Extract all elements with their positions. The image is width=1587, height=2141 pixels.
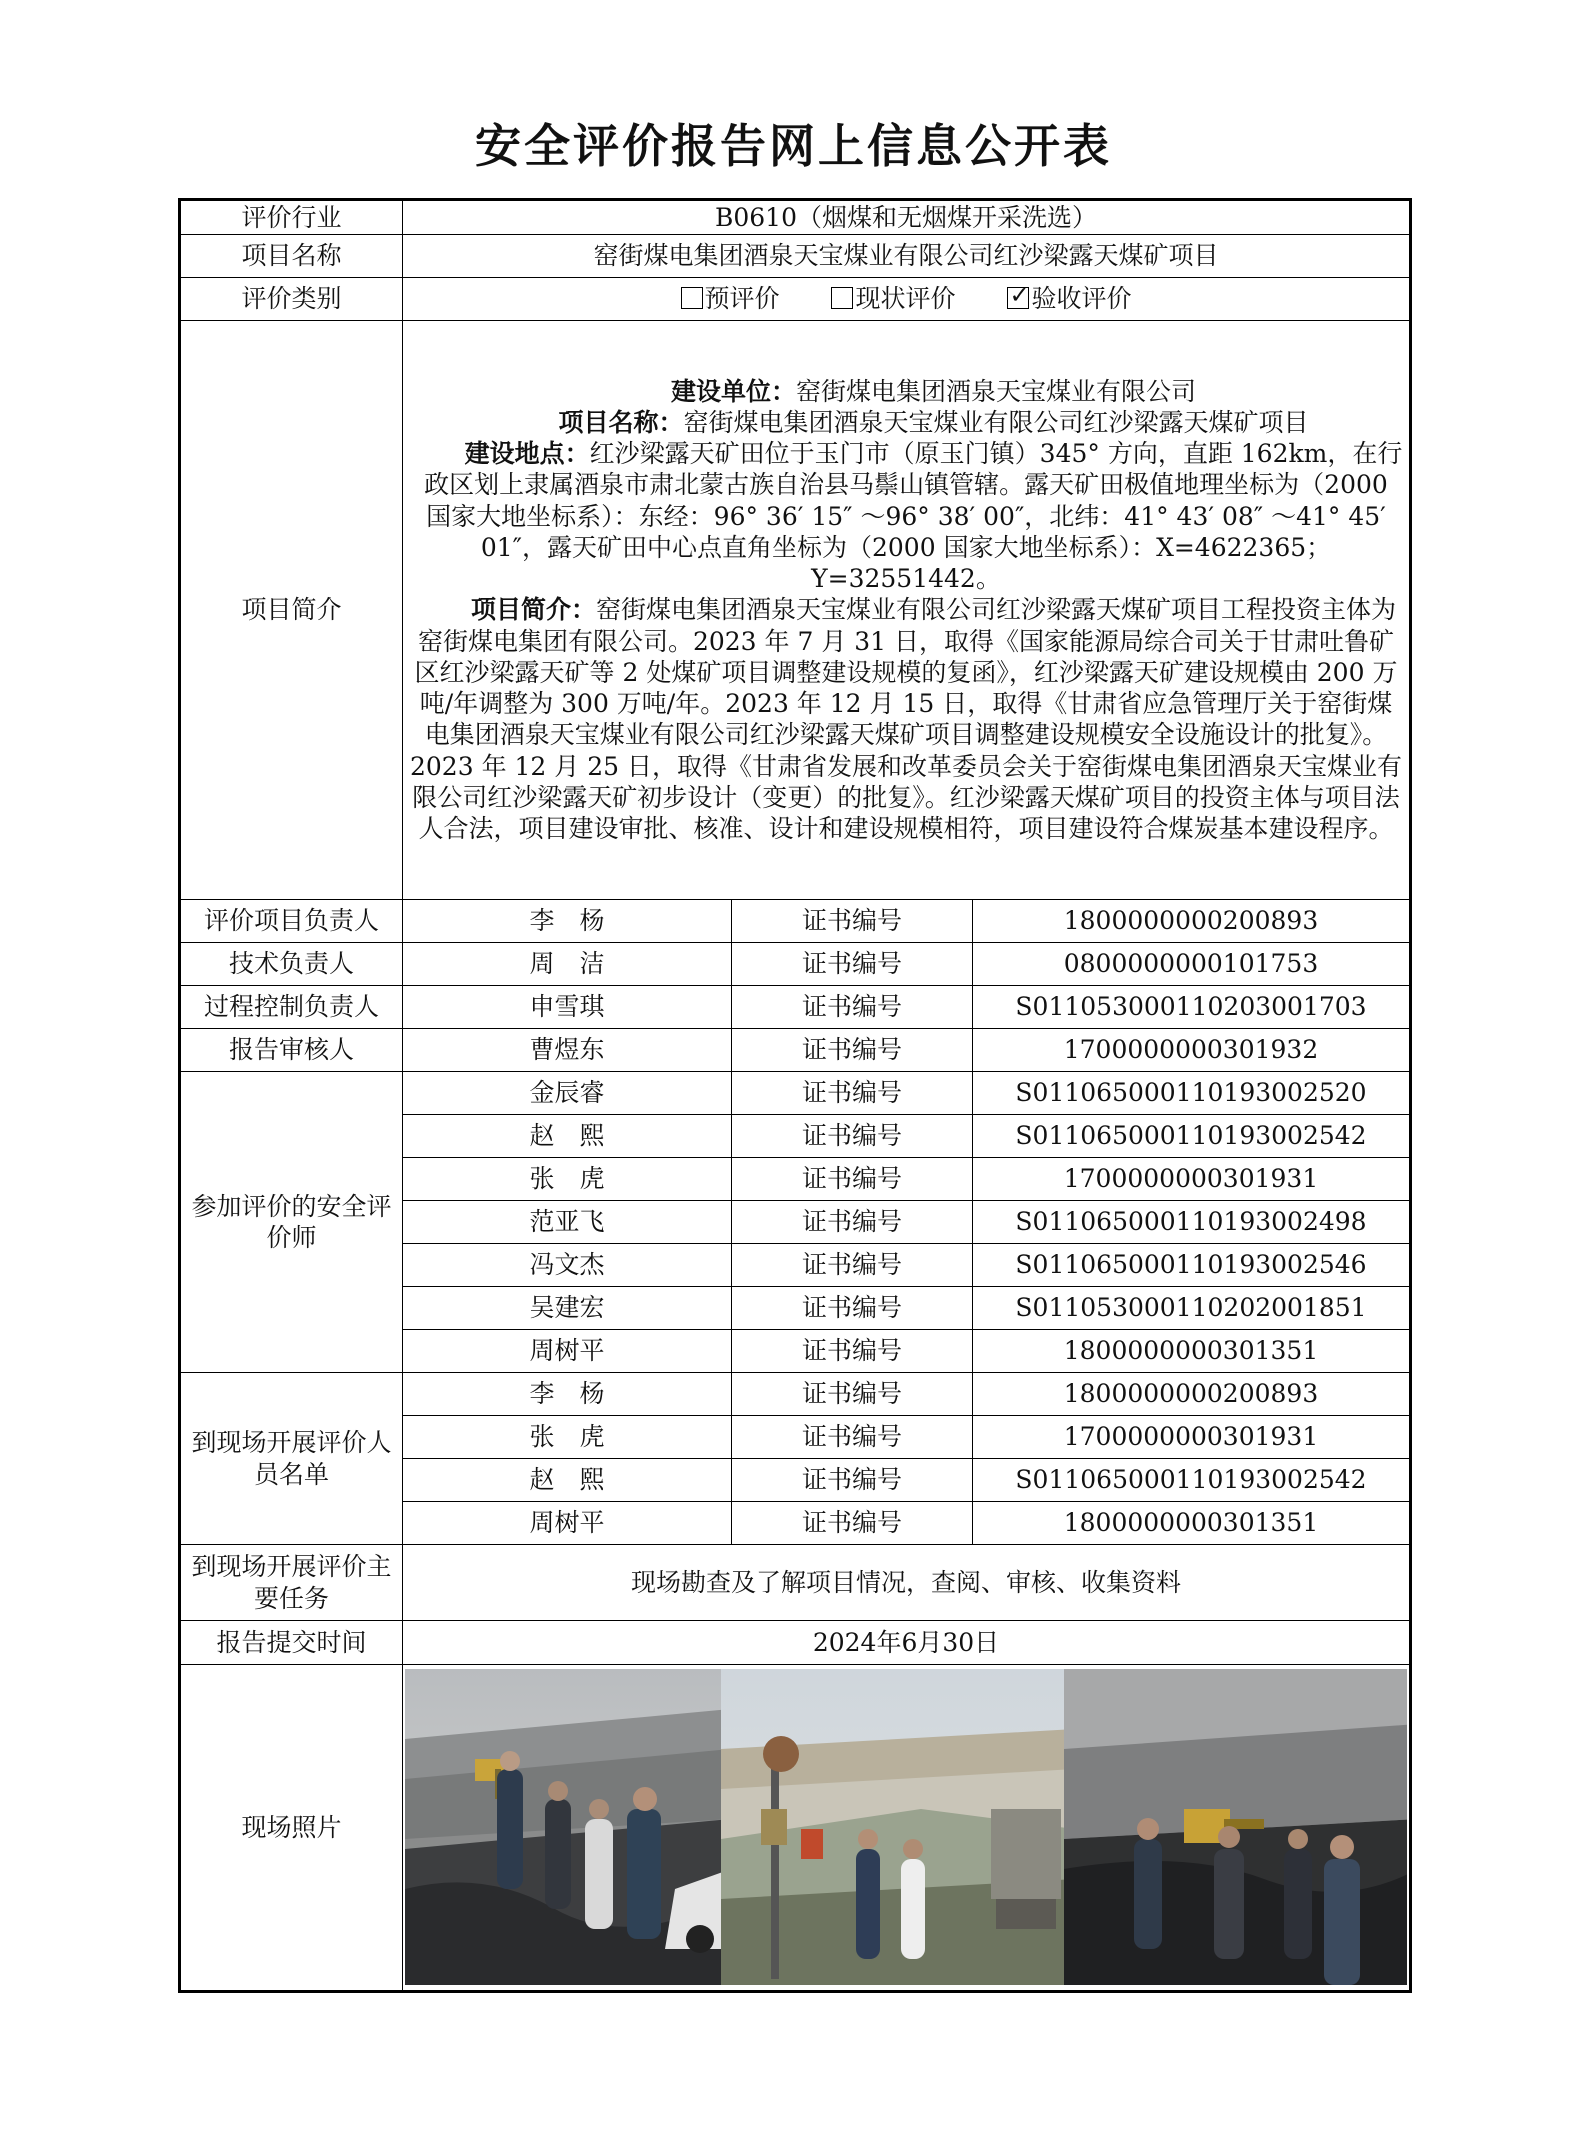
evaluator-name: 吴建宏 <box>403 1287 732 1330</box>
cert-label: 证书编号 <box>732 1201 973 1244</box>
cert-label: 证书编号 <box>732 1330 973 1373</box>
task-value: 现场勘查及了解项目情况，查阅、审核、收集资料 <box>403 1545 1411 1621</box>
cert-label: 证书编号 <box>732 943 973 986</box>
cert-label: 证书编号 <box>732 1373 973 1416</box>
evaluator-name: 冯文杰 <box>403 1244 732 1287</box>
cert-label: 证书编号 <box>732 1072 973 1115</box>
site-photo-3-image <box>1064 1669 1407 1985</box>
site-photo-3 <box>1064 1669 1407 1985</box>
project-name-label: 项目名称 <box>180 235 403 278</box>
cert-label: 证书编号 <box>732 1287 973 1330</box>
lead-name: 周 洁 <box>403 943 732 986</box>
onsite-name: 李 杨 <box>403 1373 732 1416</box>
photos-cell <box>403 1665 1411 1992</box>
onsite-cert: 1800000000200893 <box>973 1373 1411 1416</box>
onsite-cert: S011065000110193002542 <box>973 1459 1411 1502</box>
lead-role: 过程控制负责人 <box>180 986 403 1029</box>
page-title: 安全评价报告网上信息公开表 <box>475 119 1112 173</box>
evaluator-cert: S011065000110193002520 <box>973 1072 1411 1115</box>
evaluator-cert: 1800000000301351 <box>973 1330 1411 1373</box>
project-name-value: 窑街煤电集团酒泉天宝煤业有限公司红沙梁露天煤矿项目 <box>403 235 1411 278</box>
evaluator-cert: S011065000110193002498 <box>973 1201 1411 1244</box>
option-pre-eval[interactable]: 预评价 <box>681 284 780 313</box>
cert-label: 证书编号 <box>732 1115 973 1158</box>
checkbox-icon[interactable] <box>681 287 703 309</box>
intro-content: 建设单位：窑街煤电集团酒泉天宝煤业有限公司 项目名称：窑街煤电集团酒泉天宝煤业有限公司红沙梁露天煤矿项目 建设地点：红沙梁露天矿田位于玉门市（原玉门镇）345° 方向，直距 162km，在行政区划上隶属酒泉市肃北蒙古族自治县马鬃山镇管辖。露天矿田极值地理坐标为（2000 国家大地坐标系）：东经：96° 36′ 15″ ～96° 38′ 00″，北纬：41° 43′ 08″ ～41° 45′ 01″，露天矿田中心点直角坐标为（2000 国家大地坐标系）：X=4622365；Y=32551442。 项目简介：窑街煤电集团酒泉天宝煤业有限公司红沙梁露天煤矿项目工程投资主体为窑街煤电集团有限公司。2023 年 7 月 31 日，取得《国家能源局综合司关于甘肃吐鲁矿区红沙梁露天矿等 2 处煤矿项目调整建设规模的复函》，红沙梁露天矿建设规模由 200 万吨/年调整为 300 万吨/年。2023 年 12 月 15 日，取得《甘肃省应急管理厅关于窑街煤电集团酒泉天宝煤业有限公司红沙梁露天煤矿项目调整建设规模安全设施设计的批复》。2023 年 12 月 25 日，取得《甘肃省发展和改革委员会关于窑街煤电集团酒泉天宝煤业有限公司红沙梁露天矿初步设计（变更）的批复》。红沙梁露天煤矿项目的投资主体与项目法人合法，项目建设审批、核准、设计和建设规模相符，项目建设符合煤炭基本建设程序。 <box>403 321 1411 900</box>
cert-label: 证书编号 <box>732 1459 973 1502</box>
checkbox-icon[interactable] <box>831 287 853 309</box>
onsite-name: 周树平 <box>403 1502 732 1545</box>
evaluator-name: 范亚飞 <box>403 1201 732 1244</box>
eval-type-label: 评价类别 <box>180 278 403 321</box>
evaluator-cert: S011065000110193002542 <box>973 1115 1411 1158</box>
onsite-label: 到现场开展评价人员名单 <box>180 1373 403 1545</box>
evaluator-name: 张 虎 <box>403 1158 732 1201</box>
cert-label: 证书编号 <box>732 1029 973 1072</box>
lead-cert: 1700000000301932 <box>973 1029 1411 1072</box>
submit-value: 2024年6月30日 <box>403 1621 1411 1665</box>
lead-role: 技术负责人 <box>180 943 403 986</box>
option-status-eval[interactable]: 现状评价 <box>831 284 955 313</box>
cert-label: 证书编号 <box>732 1244 973 1287</box>
cert-label: 证书编号 <box>732 1158 973 1201</box>
lead-role: 评价项目负责人 <box>180 900 403 943</box>
onsite-cert: 1700000000301931 <box>973 1416 1411 1459</box>
evaluators-label: 参加评价的安全评价师 <box>180 1072 403 1373</box>
onsite-name: 张 虎 <box>403 1416 732 1459</box>
industry-value: B0610（烟煤和无烟煤开采洗选） <box>403 200 1411 235</box>
intro-label: 项目简介 <box>180 321 403 900</box>
task-label: 到现场开展评价主要任务 <box>180 1545 403 1621</box>
onsite-name: 赵 熙 <box>403 1459 732 1502</box>
photos-label: 现场照片 <box>180 1665 403 1992</box>
evaluator-name: 赵 熙 <box>403 1115 732 1158</box>
option-acceptance-eval[interactable]: ✓ 验收评价 <box>1007 284 1131 313</box>
submit-label: 报告提交时间 <box>180 1621 403 1665</box>
cert-label: 证书编号 <box>732 900 973 943</box>
lead-name: 申雪琪 <box>403 986 732 1029</box>
lead-cert: 0800000000101753 <box>973 943 1411 986</box>
eval-type-options <box>403 278 1411 321</box>
industry-label: 评价行业 <box>180 200 403 235</box>
lead-cert: 1800000000200893 <box>973 900 1411 943</box>
lead-cert: S011053000110203001703 <box>973 986 1411 1029</box>
evaluator-cert: 1700000000301931 <box>973 1158 1411 1201</box>
evaluator-cert: S011053000110202001851 <box>973 1287 1411 1330</box>
evaluator-cert: S011065000110193002546 <box>973 1244 1411 1287</box>
lead-name: 曹煜东 <box>403 1029 732 1072</box>
evaluator-name: 金辰睿 <box>403 1072 732 1115</box>
site-photo-1 <box>405 1669 721 1985</box>
cert-label: 证书编号 <box>732 1416 973 1459</box>
lead-name: 李 杨 <box>403 900 732 943</box>
evaluator-name: 周树平 <box>403 1330 732 1373</box>
site-photo-1-image <box>405 1669 721 1985</box>
lead-role: 报告审核人 <box>180 1029 403 1072</box>
site-photo-2 <box>721 1669 1064 1985</box>
info-table <box>178 198 1412 1993</box>
cert-label: 证书编号 <box>732 986 973 1029</box>
onsite-cert: 1800000000301351 <box>973 1502 1411 1545</box>
checkbox-checked-icon[interactable] <box>1007 287 1029 309</box>
cert-label: 证书编号 <box>732 1502 973 1545</box>
site-photo-2-image <box>721 1669 1064 1985</box>
